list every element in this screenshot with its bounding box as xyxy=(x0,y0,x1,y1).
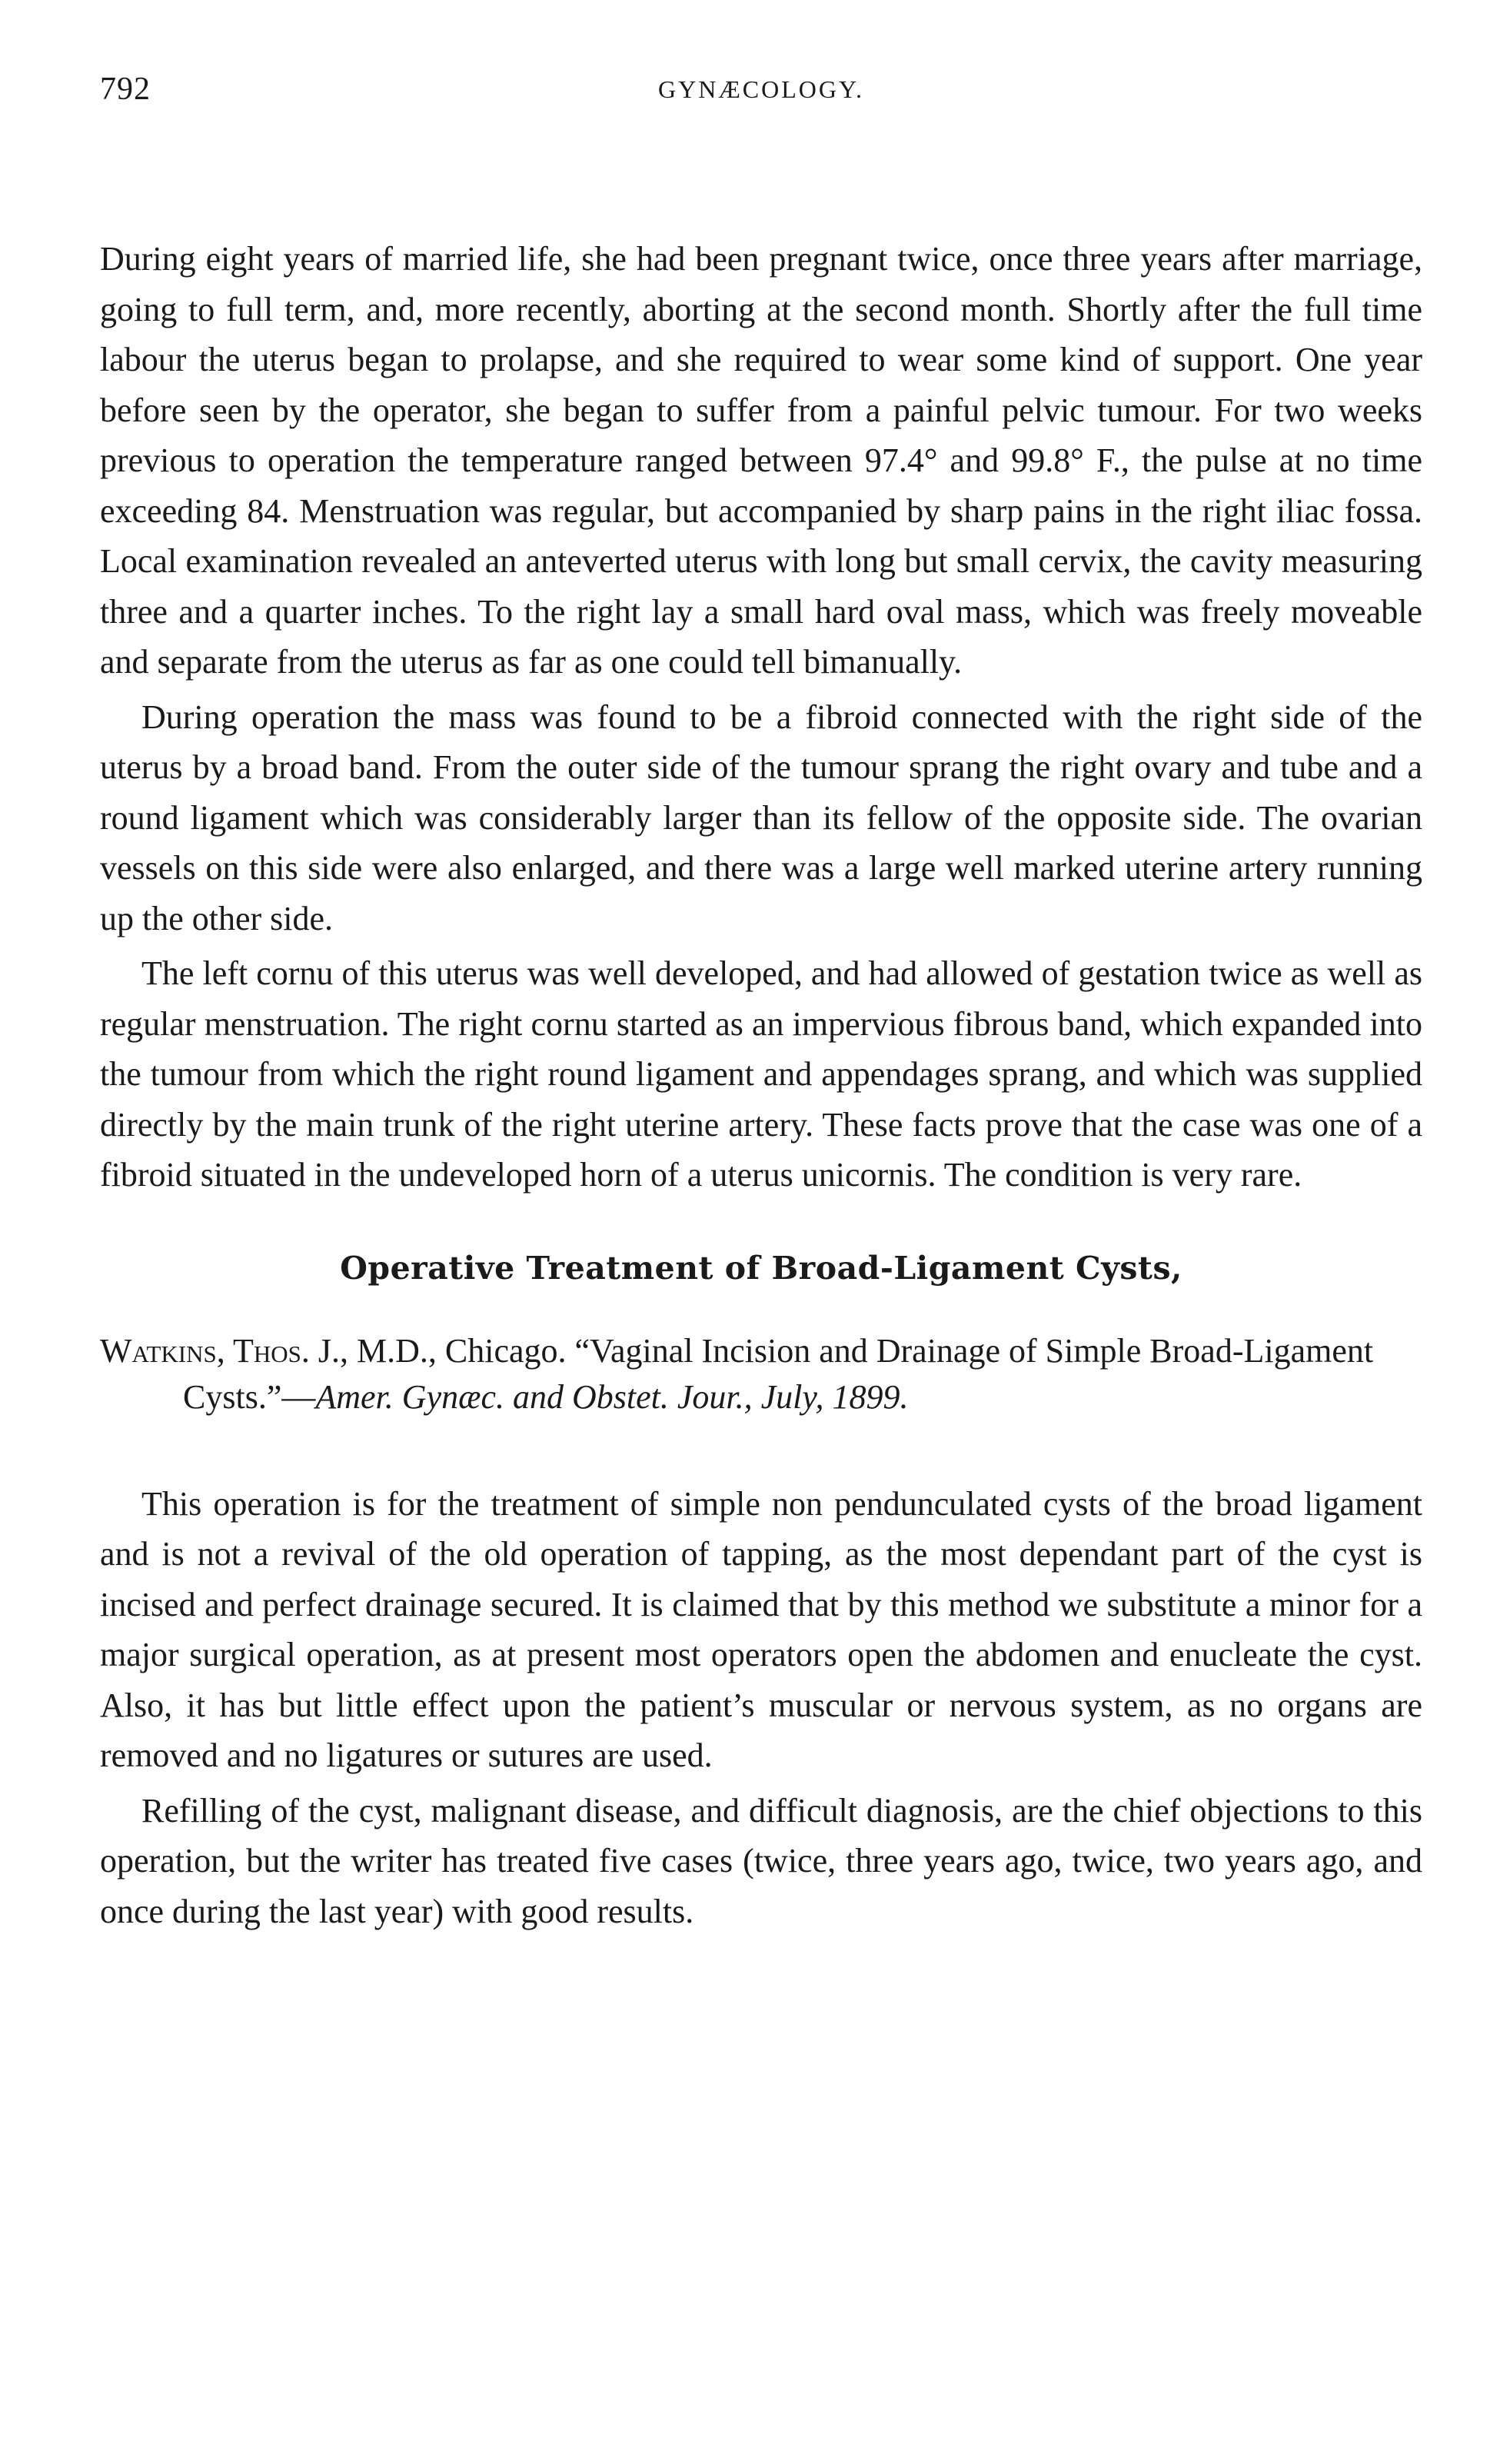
citation-title: “Vaginal Incision and Drainage of Simple Broad-Ligament Cysts.”— xyxy=(183,1331,1374,1416)
citation-journal: Amer. Gynæc. and Obstet. Jour., July, 1899. xyxy=(315,1377,909,1416)
running-title: GYNÆCOLOGY. xyxy=(658,75,864,103)
paragraph: During operation the mass was found to be a fibroid connected with the right side of the uterus by a broad band. From the outer side of the tumour sprang the right ovary and tube and a round ligament which was considerably larger than its fellow of the opposite side. The ovarian vessels on this side were also enlarged, and there was a large well marked uterine artery running up the other side. xyxy=(100,698,1422,937)
paragraph: Refilling of the cyst, malignant disease, and difficult diagnosis, are the chief objections to this operation, but the writer has treated five cases (twice, three years ago, twice, two years ago, and once during the last year) with good results. xyxy=(100,1791,1422,1930)
paragraph: During eight years of married life, she had been pregnant twice, once three years after marriage, going to full term, and, more recently, aborting at the second month. Shortly after the full time labour the uterus began to prolapse, and she required to wear some kind of support. One year before seen by the operator, she began to suffer from a painful pelvic tumour. For two weeks previous to operation the temperature ranged between 97.4° and 99.8° F., the pulse at no time exceeding 84. Menstruation was regular, but accompanied by sharp pains in the right iliac fossa. Local examination revealed an anteverted uterus with long but small cervix, the cavity measuring three and a quarter inches. To the right lay a small hard oval mass, which was freely moveable and separate from the uterus as far as one could tell bimanually. xyxy=(100,240,1422,681)
paragraph: The left cornu of this uterus was well developed, and had allowed of gestation twice as well as regular menstruation. The right cornu started as an impervious fibrous band, which expanded into the tumour from which the right round ligament and appendages sprang, and which was supplied directly by the main trunk of the right uterine artery. These facts prove that the case was one of a fibroid situated in the undeveloped horn of a uterus unicornis. The condition is very rare. xyxy=(100,954,1422,1194)
body-text xyxy=(100,234,1422,1936)
citation xyxy=(100,1328,1422,1420)
citation-author: Watkins, Thos. J., M.D., xyxy=(100,1331,437,1370)
paragraph: This operation is for the treatment of simple non pendunculated cysts of the broad ligament and is not a revival of the old operation of tapping, as the most dependant part of the cyst is incised and perfect drainage secured. It is claimed that by this method we substitute a minor for a major surgical operation, as at present most operators open the abdomen and enucleate the cyst. Also, it has but little effect upon the patient’s muscular or nervous system, as no organs are removed and no ligatures or sutures are used. xyxy=(100,1484,1422,1774)
citation-place: Chicago. xyxy=(436,1331,567,1370)
book-page xyxy=(100,71,1422,1941)
running-head xyxy=(100,71,1422,125)
page-number: 792 xyxy=(100,72,151,107)
section-heading: Operative Treatment of Broad-Ligament Cysts, xyxy=(340,1249,1182,1287)
